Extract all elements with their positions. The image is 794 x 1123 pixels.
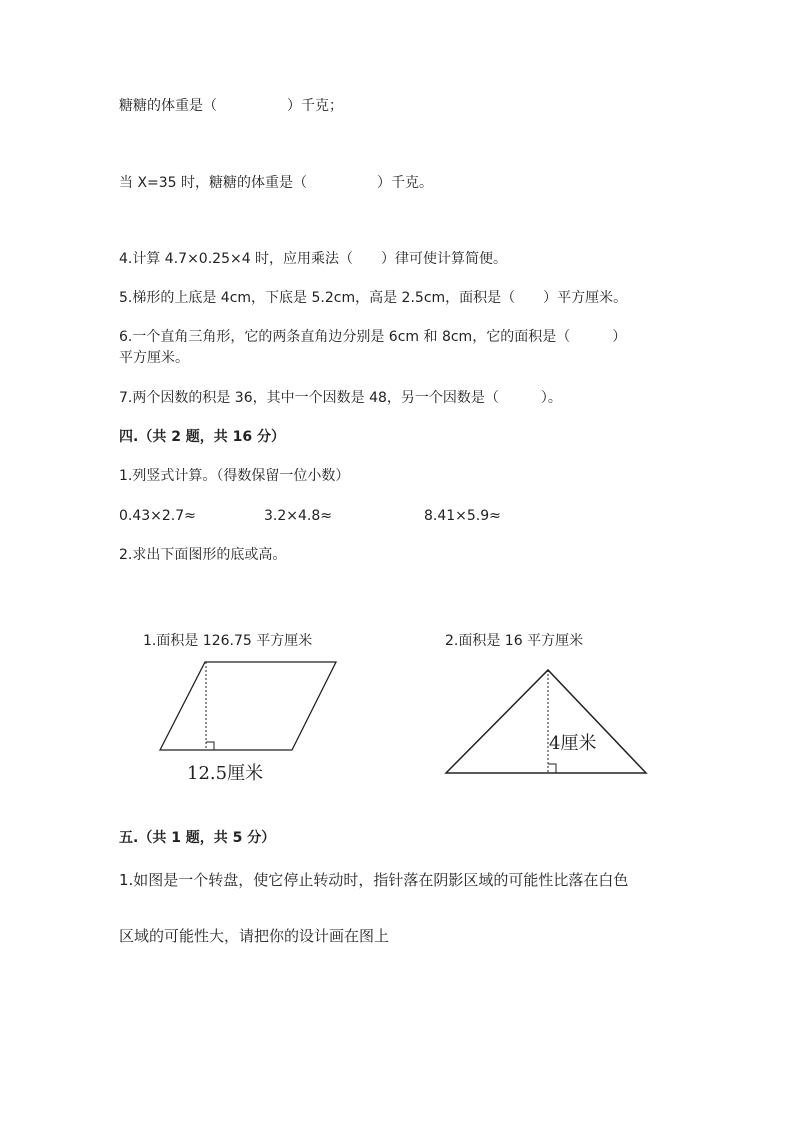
parallelogram-figure <box>150 655 350 785</box>
section-5-q1-line1: 1.如图是一个转盘，使它停止转动时，指针落在阴影区域的可能性比落在白色 <box>119 871 629 889</box>
triangle-figure <box>440 660 652 785</box>
expr-3: 8.41×5.9≈ <box>424 508 501 524</box>
expr-2: 3.2×4.8≈ <box>264 508 332 524</box>
section-4-q1: 1.列竖式计算。（得数保留一位小数） <box>119 468 350 484</box>
question-4: 4.计算 4.7×0.25×4 时，应用乘法（ ）律可使计算简便。 <box>119 251 508 267</box>
weight-x35-line: 当 X=35 时，糖糖的体重是（ ）千克。 <box>119 175 434 191</box>
weight-question-line: 糖糖的体重是（ ）千克； <box>119 98 343 114</box>
parallelogram-base-label: 12.5厘米 <box>187 763 264 784</box>
question-6-line1: 6.一个直角三角形，它的两条直角边分别是 6cm 和 8cm，它的面积是（ ） <box>119 329 627 345</box>
question-7: 7.两个因数的积是 36，其中一个因数是 48，另一个因数是（ ）。 <box>119 390 562 406</box>
section-5-q1-line2: 区域的可能性大，请把你的设计画在图上 <box>119 927 390 945</box>
figure-2-caption: 2.面积是 16 平方厘米 <box>445 633 584 649</box>
section-5-title: 五.（共 1 题，共 5 分） <box>119 830 276 846</box>
triangle-height-label: 4厘米 <box>549 733 597 754</box>
figure-1-caption: 1.面积是 126.75 平方厘米 <box>143 633 313 649</box>
question-5: 5.梯形的上底是 4cm，下底是 5.2cm，高是 2.5cm，面积是（ ）平方厘米。 <box>119 290 628 306</box>
section-4-title: 四.（共 2 题，共 16 分） <box>119 429 286 445</box>
expr-1: 0.43×2.7≈ <box>119 508 196 524</box>
section-4-q2: 2.求出下面图形的底或高。 <box>119 547 287 563</box>
question-6-line2: 平方厘米。 <box>119 350 189 366</box>
